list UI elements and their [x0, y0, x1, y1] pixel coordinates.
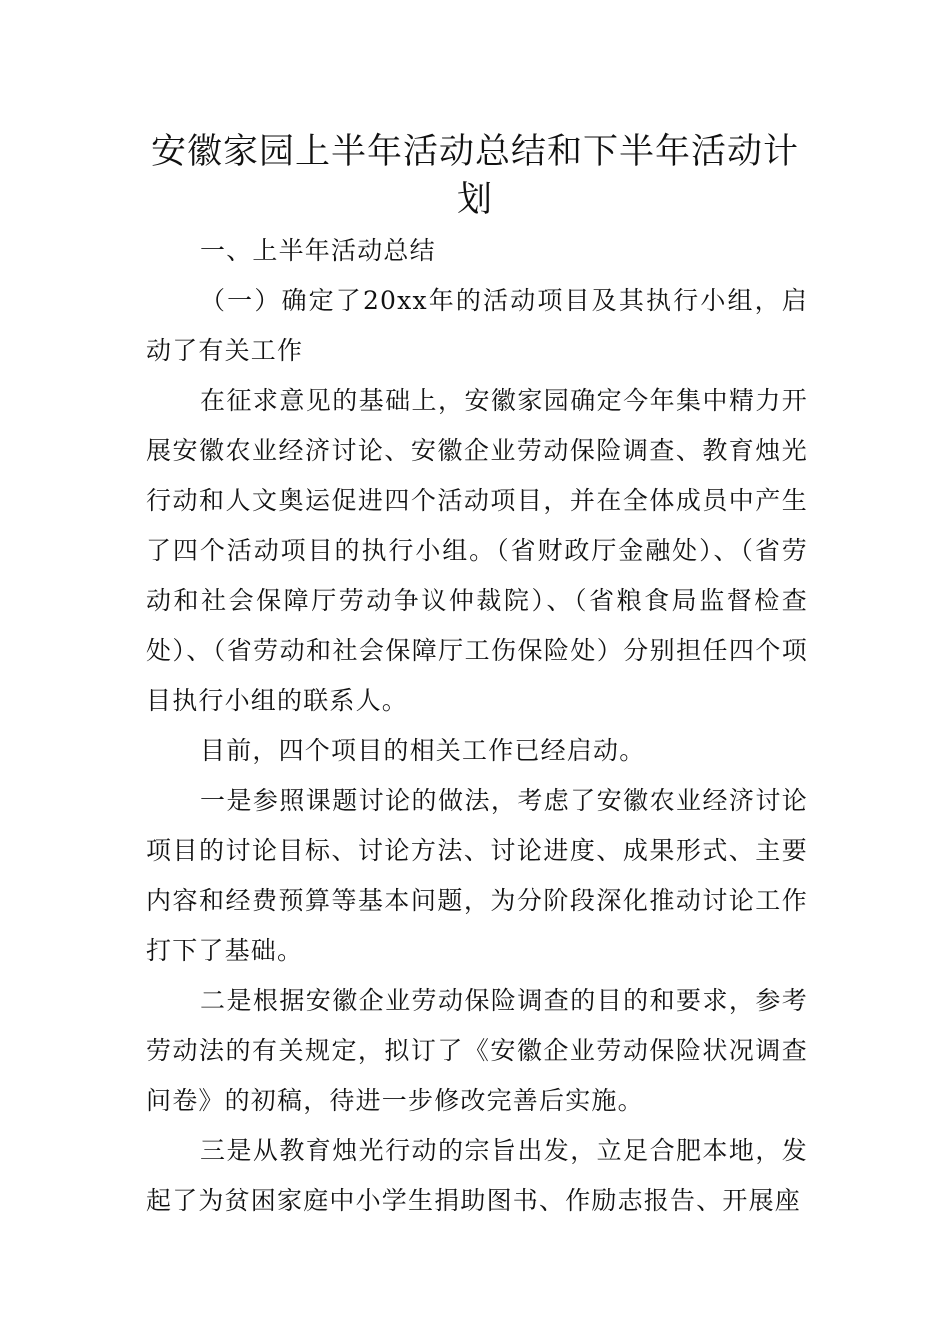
document-title: 安徽家园上半年活动总结和下半年活动计划: [150, 132, 799, 220]
body-paragraph: 目前，四个项目的相关工作已经启动。: [200, 736, 646, 765]
subsection-heading: （一）确定了20xx年的活动项目及其执行小组，启动了有关工作: [146, 286, 808, 365]
document-body: [146, 226, 808, 1226]
body-paragraph: 二是根据安徽企业劳动保险调查的目的和要求，参考劳动法的有关规定，拟订了《安徽企业劳动保险状况调查问卷》的初稿，待进一步修改完善后实施。: [146, 986, 808, 1115]
body-paragraph: 一是参照课题讨论的做法，考虑了安徽农业经济讨论项目的讨论目标、讨论方法、讨论进度、成果形式、主要内容和经费预算等基本问题，为分阶段深化推动讨论工作打下了基础。: [146, 786, 808, 965]
body-paragraph: 三是从教育烛光行动的宗旨出发，立足合肥本地，发起了为贫困家庭中小学生捐助图书、作励志报告、开展座: [146, 1136, 808, 1215]
body-paragraph: 在征求意见的基础上，安徽家园确定今年集中精力开展安徽农业经济讨论、安徽企业劳动保险调查、教育烛光行动和人文奥运促进四个活动项目，并在全体成员中产生了四个活动项目的执行小组。（省财政厅金融处）、（省劳动和社会保障厅劳动争议仲裁院）、（省粮食局监督检查处）、（省劳动和社会保障厅工伤保险处）分别担任四个项目执行小组的联系人。: [146, 386, 808, 715]
section-heading: 一、上半年活动总结: [200, 236, 436, 265]
